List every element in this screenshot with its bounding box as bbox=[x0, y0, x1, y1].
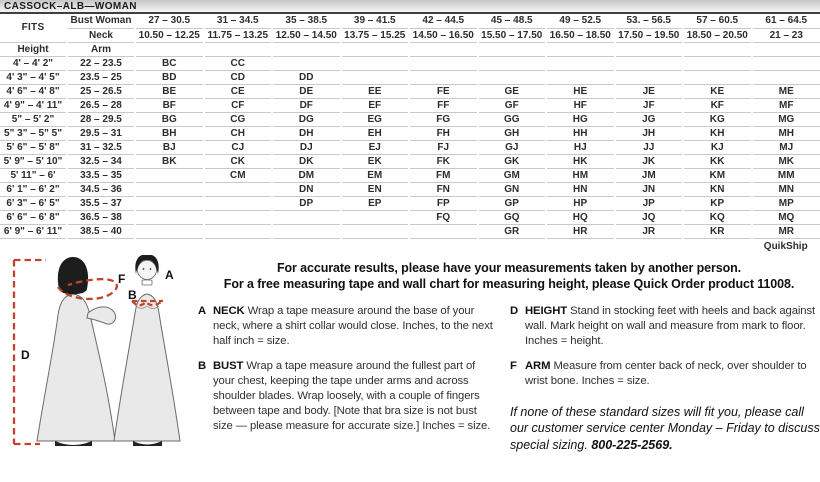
arm-range: 28 – 29.5 bbox=[67, 112, 135, 126]
size-code: BH bbox=[135, 126, 204, 140]
filler-cell bbox=[752, 42, 820, 56]
neck-range: 13.75 – 15.25 bbox=[341, 28, 410, 42]
quikship-spacer bbox=[0, 238, 752, 254]
size-code: KK bbox=[683, 154, 752, 168]
size-code: BE bbox=[135, 84, 204, 98]
arm-label: Arm bbox=[67, 42, 135, 56]
size-code: HR bbox=[546, 224, 615, 238]
hair-back bbox=[58, 257, 88, 294]
filler-cell bbox=[683, 42, 752, 56]
size-row bbox=[0, 70, 820, 84]
size-code: KQ bbox=[683, 210, 752, 224]
size-code: EG bbox=[341, 112, 410, 126]
size-code: JF bbox=[615, 98, 684, 112]
figure-back-view bbox=[37, 257, 116, 446]
height-range: 6' 3" – 6' 5" bbox=[0, 196, 67, 210]
size-code: HG bbox=[546, 112, 615, 126]
quikship-badge: QuikShip bbox=[752, 238, 820, 254]
height-range: 5' 9" – 5' 10" bbox=[0, 154, 67, 168]
item-letter: A bbox=[198, 304, 207, 317]
empty-cell bbox=[341, 70, 410, 84]
size-code: CD bbox=[204, 70, 273, 84]
size-row bbox=[0, 182, 820, 196]
bust-range: 39 – 41.5 bbox=[341, 14, 410, 28]
arm-range: 22 – 23.5 bbox=[67, 56, 135, 70]
neck-range: 15.50 – 17.50 bbox=[478, 28, 547, 42]
size-code: MG bbox=[752, 112, 820, 126]
size-code: HF bbox=[546, 98, 615, 112]
size-row bbox=[0, 112, 820, 126]
empty-cell bbox=[204, 196, 273, 210]
size-table-body bbox=[0, 56, 820, 238]
empty-cell bbox=[135, 210, 204, 224]
neck-range: 14.50 – 16.50 bbox=[409, 28, 478, 42]
empty-cell bbox=[478, 70, 547, 84]
size-row bbox=[0, 224, 820, 238]
size-code: FG bbox=[409, 112, 478, 126]
size-code: KJ bbox=[683, 140, 752, 154]
height-range: 4' 3" – 4' 5" bbox=[0, 70, 67, 84]
size-code: EP bbox=[341, 196, 410, 210]
size-code: GQ bbox=[478, 210, 547, 224]
size-code: EE bbox=[341, 84, 410, 98]
size-code: JJ bbox=[615, 140, 684, 154]
empty-cell bbox=[204, 210, 273, 224]
size-code: KH bbox=[683, 126, 752, 140]
size-code: DP bbox=[272, 196, 341, 210]
instruction-item-arm bbox=[510, 359, 820, 389]
item-text: Wrap a tape measure around the base of your neck, where a shirt collar would close. Inches, to the next half inch = size. bbox=[213, 304, 493, 347]
filler-cell bbox=[135, 42, 204, 56]
size-code: FQ bbox=[409, 210, 478, 224]
size-code: FM bbox=[409, 168, 478, 182]
size-row bbox=[0, 126, 820, 140]
label-f: F bbox=[118, 272, 126, 286]
size-code: JG bbox=[615, 112, 684, 126]
item-letter: B bbox=[198, 359, 207, 372]
arm-range: 32.5 – 34 bbox=[67, 154, 135, 168]
size-code: FJ bbox=[409, 140, 478, 154]
empty-cell bbox=[683, 70, 752, 84]
empty-cell bbox=[135, 224, 204, 238]
item-text: Measure from center back of neck, over shoulder to wrist bone. Inches = size. bbox=[525, 359, 807, 387]
size-code: DD bbox=[272, 70, 341, 84]
filler-cell bbox=[272, 42, 341, 56]
sizing-table bbox=[0, 14, 820, 254]
size-code: BF bbox=[135, 98, 204, 112]
size-code: MJ bbox=[752, 140, 820, 154]
label-a: A bbox=[165, 268, 174, 282]
size-code: GH bbox=[478, 126, 547, 140]
size-code: JH bbox=[615, 126, 684, 140]
item-term: BUST bbox=[213, 359, 244, 372]
size-code: GF bbox=[478, 98, 547, 112]
size-table-head bbox=[0, 14, 820, 56]
size-code: CG bbox=[204, 112, 273, 126]
neck-range: 16.50 – 18.50 bbox=[546, 28, 615, 42]
empty-cell bbox=[341, 56, 410, 70]
size-code: MH bbox=[752, 126, 820, 140]
intro-line-2: For a free measuring tape and wall chart for measuring height, please Quick Order product 11008. bbox=[223, 277, 795, 292]
empty-cell bbox=[341, 210, 410, 224]
instruction-item-height bbox=[510, 304, 820, 349]
size-code: HP bbox=[546, 196, 615, 210]
height-range: 5" 3" – 5" 5" bbox=[0, 126, 67, 140]
neck-range: 11.75 – 13.25 bbox=[204, 28, 273, 42]
empty-cell bbox=[752, 70, 820, 84]
measuring-instructions-section bbox=[0, 254, 820, 453]
arm-range: 31 – 32.5 bbox=[67, 140, 135, 154]
empty-cell bbox=[135, 168, 204, 182]
size-code: ME bbox=[752, 84, 820, 98]
size-code: JM bbox=[615, 168, 684, 182]
page-title-bar bbox=[0, 0, 820, 14]
size-code: CJ bbox=[204, 140, 273, 154]
empty-cell bbox=[752, 56, 820, 70]
shoes-front bbox=[133, 441, 162, 446]
note-text: If none of these standard sizes will fit you, please call our customer service center Monday – Friday to discuss special sizing. bbox=[510, 404, 820, 452]
size-row bbox=[0, 56, 820, 70]
size-code: DM bbox=[272, 168, 341, 182]
measurement-diagram bbox=[2, 255, 198, 452]
neck-range: 18.50 – 20.50 bbox=[683, 28, 752, 42]
size-code: JK bbox=[615, 154, 684, 168]
size-code: EK bbox=[341, 154, 410, 168]
neck-header-row bbox=[0, 28, 820, 42]
size-code: MQ bbox=[752, 210, 820, 224]
filler-cell bbox=[204, 42, 273, 56]
item-text: Wrap a tape measure around the fullest part of your chest, keeping the tape under arms and across shoulder blades. Wrap loosely, with a couple of fingers between tape and body. [Note that bra size is not bust size — please measure for accurate size.] Inches = size. bbox=[213, 359, 491, 432]
item-text: Stand in stocking feet with heels and back against wall. Mark height on wall and measure from mark to floor. Inches = height. bbox=[525, 304, 816, 347]
filler-cell bbox=[409, 42, 478, 56]
size-code: CE bbox=[204, 84, 273, 98]
size-code: HQ bbox=[546, 210, 615, 224]
size-code: HJ bbox=[546, 140, 615, 154]
arm-range: 35.5 – 37 bbox=[67, 196, 135, 210]
bust-range: 49 – 52.5 bbox=[546, 14, 615, 28]
empty-cell bbox=[272, 210, 341, 224]
page-title: CASSOCK–ALB—WOMAN bbox=[4, 0, 137, 12]
size-code: MP bbox=[752, 196, 820, 210]
size-code: GG bbox=[478, 112, 547, 126]
note-phone: 800-225-2569. bbox=[591, 437, 673, 452]
height-range: 5" – 5' 2" bbox=[0, 112, 67, 126]
item-letter: F bbox=[510, 359, 517, 372]
size-code: MF bbox=[752, 98, 820, 112]
empty-cell bbox=[409, 224, 478, 238]
arm-range: 26.5 – 28 bbox=[67, 98, 135, 112]
intro-text bbox=[198, 260, 820, 293]
size-code: JQ bbox=[615, 210, 684, 224]
size-code: DH bbox=[272, 126, 341, 140]
size-code: HK bbox=[546, 154, 615, 168]
bust-range: 35 – 38.5 bbox=[272, 14, 341, 28]
size-code: HE bbox=[546, 84, 615, 98]
size-row bbox=[0, 140, 820, 154]
bust-header-row bbox=[0, 14, 820, 28]
neck-label: Neck bbox=[67, 28, 135, 42]
size-code: EM bbox=[341, 168, 410, 182]
arm-range: 23.5 – 25 bbox=[67, 70, 135, 84]
height-range: 5' 6" – 5' 8" bbox=[0, 140, 67, 154]
empty-cell bbox=[135, 196, 204, 210]
size-code: CH bbox=[204, 126, 273, 140]
size-code: BJ bbox=[135, 140, 204, 154]
size-code: KN bbox=[683, 182, 752, 196]
height-arm-row bbox=[0, 42, 820, 56]
arm-range: 36.5 – 38 bbox=[67, 210, 135, 224]
size-row bbox=[0, 210, 820, 224]
quikship-row bbox=[0, 238, 820, 254]
instruction-text-area bbox=[198, 254, 820, 453]
size-code: JR bbox=[615, 224, 684, 238]
size-row bbox=[0, 196, 820, 210]
bust-range: 45 – 48.5 bbox=[478, 14, 547, 28]
size-code: GN bbox=[478, 182, 547, 196]
size-code: HH bbox=[546, 126, 615, 140]
arm-range: 34.5 – 36 bbox=[67, 182, 135, 196]
size-code: KR bbox=[683, 224, 752, 238]
size-code: EF bbox=[341, 98, 410, 112]
face bbox=[138, 261, 157, 280]
size-code: GM bbox=[478, 168, 547, 182]
bust-range: 57 – 60.5 bbox=[683, 14, 752, 28]
size-code: DE bbox=[272, 84, 341, 98]
size-code: BC bbox=[135, 56, 204, 70]
size-code: KF bbox=[683, 98, 752, 112]
empty-cell bbox=[546, 56, 615, 70]
empty-cell bbox=[409, 56, 478, 70]
size-code: FN bbox=[409, 182, 478, 196]
empty-cell bbox=[478, 56, 547, 70]
bust-range: 42 – 44.5 bbox=[409, 14, 478, 28]
instruction-item-bust bbox=[198, 359, 498, 434]
neck-range: 10.50 – 12.25 bbox=[135, 28, 204, 42]
size-code: FH bbox=[409, 126, 478, 140]
item-term: HEIGHT bbox=[525, 304, 568, 317]
size-code: FK bbox=[409, 154, 478, 168]
size-code: CK bbox=[204, 154, 273, 168]
empty-cell bbox=[135, 182, 204, 196]
size-code: EH bbox=[341, 126, 410, 140]
size-code: MR bbox=[752, 224, 820, 238]
size-row bbox=[0, 98, 820, 112]
filler-cell bbox=[615, 42, 684, 56]
size-code: CC bbox=[204, 56, 273, 70]
instruction-item-neck bbox=[198, 304, 498, 349]
collar bbox=[142, 280, 152, 285]
neck-range: 17.50 – 19.50 bbox=[615, 28, 684, 42]
size-code: FE bbox=[409, 84, 478, 98]
size-code: MK bbox=[752, 154, 820, 168]
bust-woman-label: Bust Woman bbox=[67, 14, 135, 28]
size-code: DF bbox=[272, 98, 341, 112]
empty-cell bbox=[341, 224, 410, 238]
intro-line-1: For accurate results, please have your measurements taken by another person. bbox=[276, 261, 742, 275]
height-range: 4' 6" – 4' 8" bbox=[0, 84, 67, 98]
item-term: NECK bbox=[213, 304, 245, 317]
arm-range: 38.5 – 40 bbox=[67, 224, 135, 238]
empty-cell bbox=[272, 56, 341, 70]
size-code: DJ bbox=[272, 140, 341, 154]
height-range: 4' – 4' 2" bbox=[0, 56, 67, 70]
size-code: GK bbox=[478, 154, 547, 168]
size-code: FF bbox=[409, 98, 478, 112]
height-range: 5' 11" – 6' bbox=[0, 168, 67, 182]
height-label: Height bbox=[0, 42, 67, 56]
empty-cell bbox=[204, 224, 273, 238]
item-term: ARM bbox=[525, 359, 551, 372]
filler-cell bbox=[341, 42, 410, 56]
size-code: KM bbox=[683, 168, 752, 182]
size-code: BK bbox=[135, 154, 204, 168]
size-code: GP bbox=[478, 196, 547, 210]
size-row bbox=[0, 168, 820, 182]
empty-cell bbox=[546, 70, 615, 84]
size-code: DG bbox=[272, 112, 341, 126]
special-sizing-note bbox=[510, 404, 820, 454]
fits-label: FITS bbox=[0, 14, 67, 42]
filler-cell bbox=[478, 42, 547, 56]
size-code: BD bbox=[135, 70, 204, 84]
size-code: MN bbox=[752, 182, 820, 196]
size-code: EJ bbox=[341, 140, 410, 154]
filler-cell bbox=[546, 42, 615, 56]
bust-range: 61 – 64.5 bbox=[752, 14, 820, 28]
size-code: GE bbox=[478, 84, 547, 98]
arm-range: 33.5 – 35 bbox=[67, 168, 135, 182]
size-code: FP bbox=[409, 196, 478, 210]
bust-range: 31 – 34.5 bbox=[204, 14, 273, 28]
bust-range: 27 – 30.5 bbox=[135, 14, 204, 28]
size-row bbox=[0, 84, 820, 98]
arm-range: 29.5 – 31 bbox=[67, 126, 135, 140]
empty-cell bbox=[615, 70, 684, 84]
size-code: GR bbox=[478, 224, 547, 238]
height-range: 6' 9" – 6' 11" bbox=[0, 224, 67, 238]
size-code: DK bbox=[272, 154, 341, 168]
size-code: MM bbox=[752, 168, 820, 182]
empty-cell bbox=[204, 182, 273, 196]
size-code: EN bbox=[341, 182, 410, 196]
empty-cell bbox=[409, 70, 478, 84]
neck-range: 12.50 – 14.50 bbox=[272, 28, 341, 42]
label-d: D bbox=[21, 348, 30, 362]
height-range: 4' 9" – 4' 11" bbox=[0, 98, 67, 112]
size-row bbox=[0, 154, 820, 168]
size-code: GJ bbox=[478, 140, 547, 154]
size-code: KP bbox=[683, 196, 752, 210]
empty-cell bbox=[272, 224, 341, 238]
height-range: 6' 6" – 6' 8" bbox=[0, 210, 67, 224]
size-code: KG bbox=[683, 112, 752, 126]
size-code: KE bbox=[683, 84, 752, 98]
empty-cell bbox=[683, 56, 752, 70]
size-code: BG bbox=[135, 112, 204, 126]
size-code: JP bbox=[615, 196, 684, 210]
item-letter: D bbox=[510, 304, 519, 317]
size-code: DN bbox=[272, 182, 341, 196]
size-code: HM bbox=[546, 168, 615, 182]
shoes-back bbox=[55, 441, 92, 446]
size-code: HN bbox=[546, 182, 615, 196]
empty-cell bbox=[615, 56, 684, 70]
size-code: CM bbox=[204, 168, 273, 182]
size-code: JE bbox=[615, 84, 684, 98]
neck-range: 21 – 23 bbox=[752, 28, 820, 42]
bust-range: 53. – 56.5 bbox=[615, 14, 684, 28]
size-code: CF bbox=[204, 98, 273, 112]
label-b: B bbox=[128, 288, 137, 302]
height-range: 6' 1" – 6' 2" bbox=[0, 182, 67, 196]
arm-range: 25 – 26.5 bbox=[67, 84, 135, 98]
size-code: JN bbox=[615, 182, 684, 196]
